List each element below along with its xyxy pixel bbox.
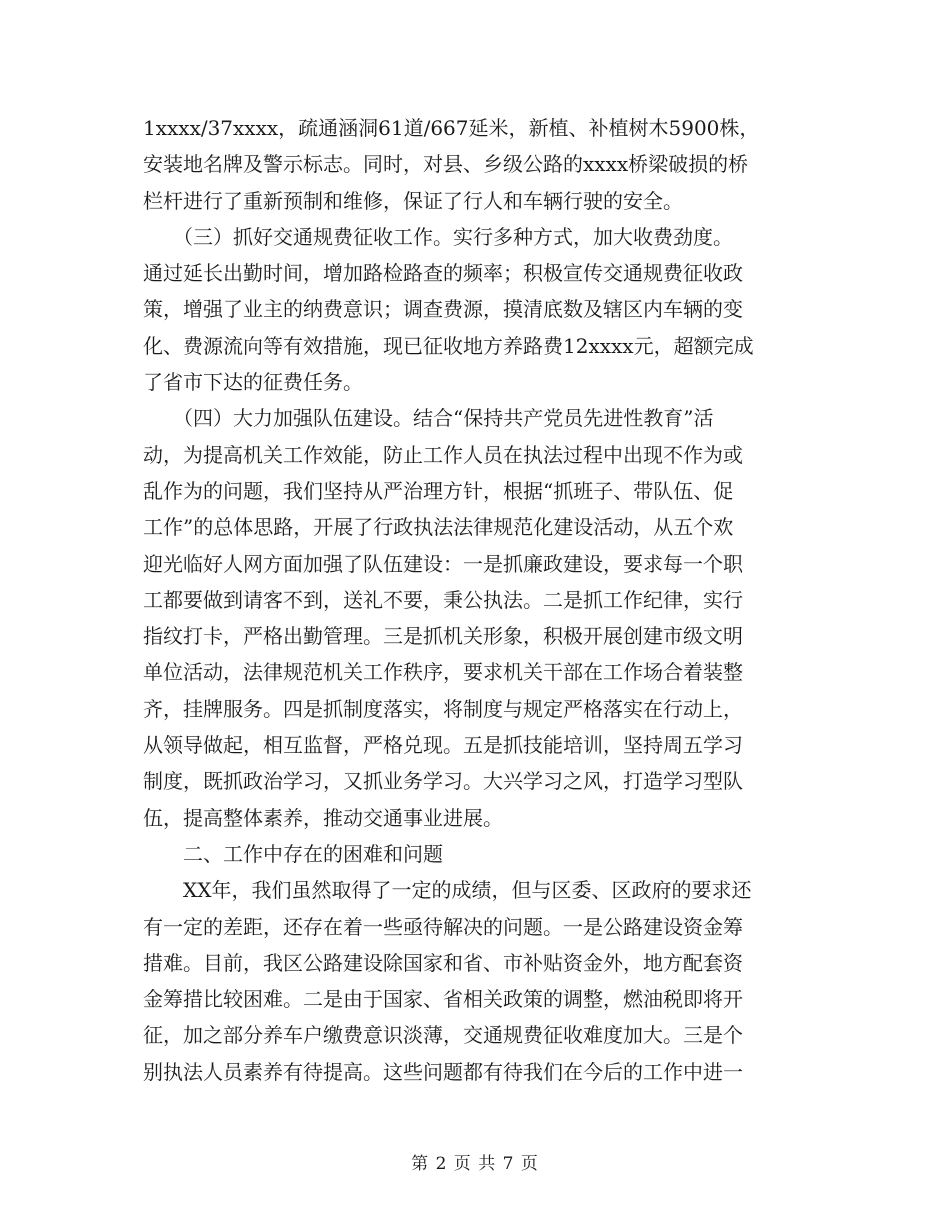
text-line: 安装地名牌及警示标志。同时，对县、乡级公路的xxxx桥梁破损的桥 <box>143 152 749 177</box>
text-line: 工都要做到请客不到，送礼不要，秉公执法。二是抓工作纪律，实行 <box>143 587 743 612</box>
text-line: 栏杆进行了重新预制和维修，保证了行人和车辆行驶的安全。 <box>143 188 683 213</box>
text-line: （三）抓好交通规费征收工作。实行多种方式，加大收费劲度。 <box>143 224 733 249</box>
text-line: （四）大力加强队伍建设。结合“保持共产党员先进性教育”活 <box>143 406 714 431</box>
text-line: 了省市下达的征费任务。 <box>143 370 363 395</box>
text-line: 别执法人员素养有待提高。这些问题都有待我们在今后的工作中进一 <box>143 1059 743 1084</box>
text-line: 通过延长出勤时间，增加路检路查的频率；积极宣传交通规费征收政 <box>143 261 743 286</box>
text-line: 迎光临好人网方面加强了队伍建设：一是抓廉政建设，要求每一个职 <box>143 551 743 576</box>
text-line: 有一定的差距，还存在着一些亟待解决的问题。一是公路建设资金筹 <box>143 914 743 939</box>
text-line: XX年，我们虽然取得了一定的成绩，但与区委、区政府的要求还 <box>143 878 752 903</box>
text-line: 从领导做起，相互监督，严格兑现。五是抓技能培训，坚持周五学习 <box>143 733 743 758</box>
text-line: 制度，既抓政治学习，又抓业务学习。大兴学习之风，打造学习型队 <box>143 769 743 794</box>
text-line: 工作”的总体思路，开展了行政执法法律规范化建设活动，从五个欢 <box>143 515 734 540</box>
body-text <box>143 110 805 1090</box>
page-footer: 第 2 页 共 7 页 <box>411 1154 539 1174</box>
text-line: 金筹措比较困难。二是由于国家、省相关政策的调整，燃油税即将开 <box>143 987 743 1012</box>
text-line: 指纹打卡，严格出勤管理。三是抓机关形象，积极开展创建市级文明 <box>143 624 743 649</box>
text-line: 措难。目前，我区公路建设除国家和省、市补贴资金外，地方配套资 <box>143 950 743 975</box>
text-line: 齐，挂牌服务。四是抓制度落实，将制度与规定严格落实在行动上， <box>143 696 743 721</box>
text-line: 1xxxx/37xxxx，疏通涵洞61道/667延米，新植、补植树木5900株， <box>143 116 760 140</box>
text-line: 征，加之部分养车户缴费意识淡薄，交通规费征收难度加大。三是个 <box>143 1023 743 1048</box>
text-line: 化、费源流向等有效措施，现已征收地方养路费12xxxx元，超额完成 <box>143 333 754 358</box>
text-line: 伍，提高整体素养，推动交通事业进展。 <box>143 805 503 830</box>
text-line: 策，增强了业主的纳费意识；调查费源，摸清底数及辖区内车辆的变 <box>143 297 743 322</box>
text-line: 乱作为的问题，我们坚持从严治理方针，根据“抓班子、带队伍、促 <box>143 478 734 503</box>
section-heading: 二、工作中存在的困难和问题 <box>143 841 443 866</box>
text-line: 动，为提高机关工作效能，防止工作人员在执法过程中出现不作为或 <box>143 442 743 467</box>
text-line: 单位活动，法律规范机关工作秩序，要求机关干部在工作场合着装整 <box>143 660 743 685</box>
